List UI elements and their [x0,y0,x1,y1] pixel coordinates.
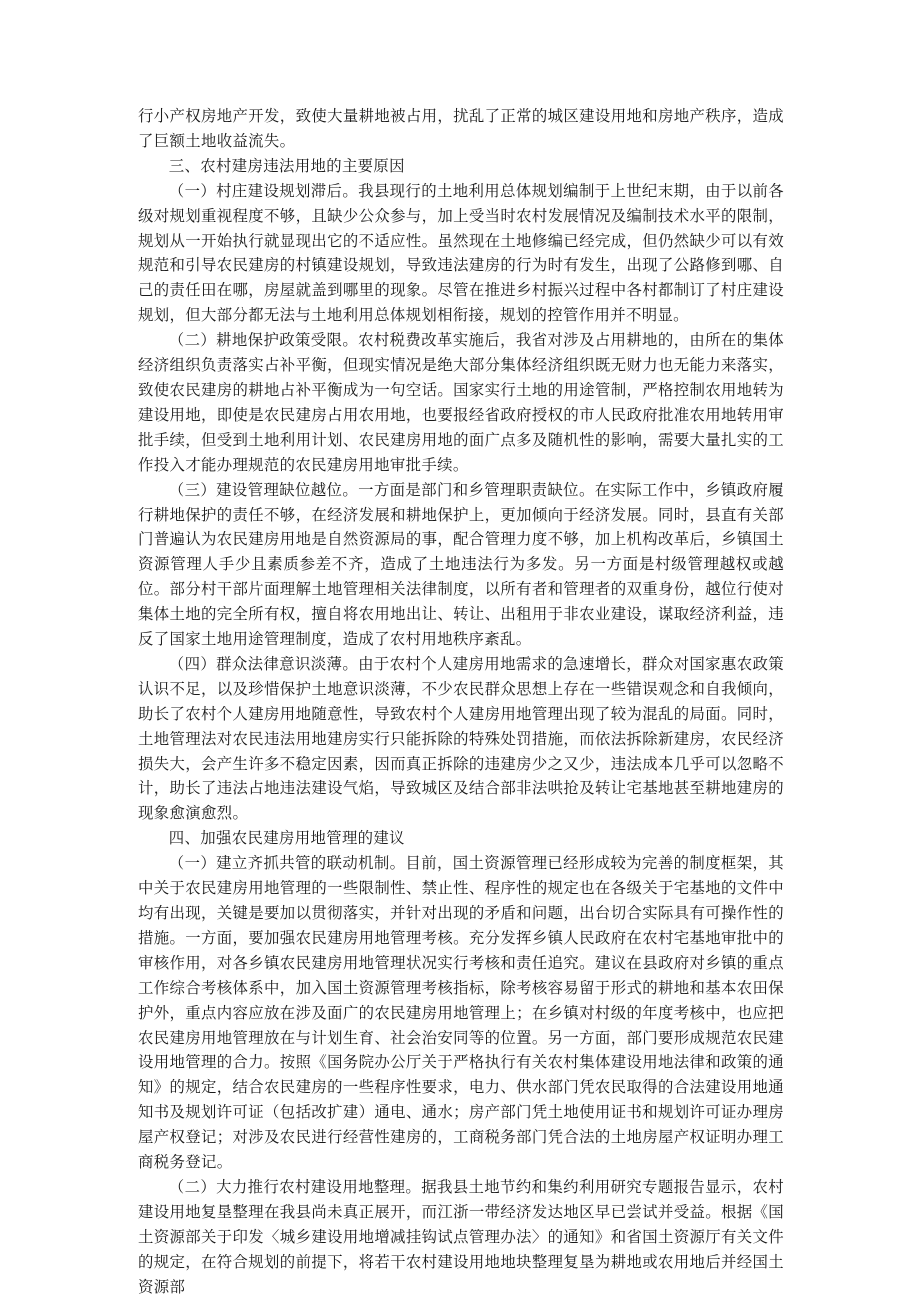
paragraph-4-2: （二）大力推行农村建设用地整理。据我县土地节约和集约利用研究专题报告显示，农村建设用地复垦整理在我县尚未真正展开，而江浙一带经济发达地区早已尝试并受益。根据《国土资源部关于印发〈城乡建设用地增减挂钩试点管理办法〉的通知》和省国土资源厅有关文件的规定，在符合规划的前提下，将若干农村建设用地地块整理复垦为耕地或农用地后并经国土资源部 [138,1177,784,1296]
paragraph-3-3: （三）建设管理缺位越位。一方面是部门和乡管理职责缺位。在实际工作中，乡镇政府履行耕地保护的责任不够，在经济发展和耕地保护上，更加倾向于经济发展。同时，县直有关部门普遍认为农民建房用地是自然资源局的事，配合管理力度不够，加上机构改革后，乡镇国土资源管理人手少且素质参差不齐，造成了土地违法行为多发。另一方面是村级管理越权或越位。部分村干部片面理解土地管理相关法律制度，以所有者和管理者的双重身份，越位行使对集体土地的完全所有权，擅自将农用地出让、转让、出租用于非农业建设，谋取经济利益，违反了国家土地用途管理制度，造成了农村用地秩序紊乱。 [138,480,784,649]
paragraph-3-1: （一）村庄建设规划滞后。我县现行的土地利用总体规划编制于上世纪末期，由于以前各级对规划重视程度不够，且缺少公众参与，加上受当时农村发展情况及编制技术水平的限制，规划从一开始执行就显现出它的不适应性。虽然现在土地修编已经完成，但仍然缺少可以有效规范和引导农民建房的村镇建设规划，导致违法建房的行为时有发生，出现了公路修到哪、自己的责任田在哪，房屋就盖到哪里的现象。尽管在推进乡村振兴过程中各村都制订了村庄建设规划，但大部分都无法与土地利用总体规划相衔接，规划的控管作用并不明显。 [138,181,784,325]
document-page [138,104,784,1300]
section-heading-4: 四、加强农民建房用地管理的建议 [168,829,405,848]
paragraph-4-1: （一）建立齐抓共管的联动机制。目前，国土资源管理已经形成较为完善的制度框架，其中关于农民建房用地管理的一些限制性、禁止性、程序性的规定也在各级关于宅基地的文件中均有出现，关键是要加以贯彻落实，并针对出现的矛盾和问题，出台切合实际具有可操作性的措施。一方面，要加强农民建房用地管理考核。充分发挥乡镇人民政府在农村宅基地审批中的审核作用，对各乡镇农民建房用地管理状况实行考核和责任追究。建议在县政府对乡镇的重点工作综合考核体系中，加入国土资源管理考核指标，除考核容易留于形式的耕地和基本农田保护外，重点内容应放在涉及面广的农民建房用地管理上；在乡镇对村级的年度考核中，也应把农民建房用地管理放在与计划生育、社会治安同等的位置。另一方面，部门要形成规范农民建设用地管理的合力。按照《国务院办公厅关于严格执行有关农村集体建设用地法律和政策的通知》的规定，结合农民建房的一些程序性要求，电力、供水部门凭农民取得的合法建设用地通知书及规划许可证（包括改扩建）通电、通水；房产部门凭土地使用证书和规划许可证办理房屋产权登记；对涉及农民进行经营性建房的，工商税务部门凭合法的土地房屋产权证明办理工商税务登记。 [138,854,784,1172]
paragraph-continuation: 行小产权房地产开发，致使大量耕地被占用，扰乱了正常的城区建设用地和房地产秩序，造成了巨额土地收益流失。 [138,107,784,150]
paragraph-3-4: （四）群众法律意识淡薄。由于农村个人建房用地需求的急速增长，群众对国家惠农政策认识不足，以及珍惜保护土地意识淡薄，不少农民群众思想上存在一些错误观念和自我倾向，助长了农村个人建房用地随意性，导致农村个人建房用地管理出现了较为混乱的局面。同时，土地管理法对农民违法用地建房实行只能拆除的特殊处罚措施，而依法拆除新建房，农民经济损失大，会产生许多不稳定因素，因而真正拆除的违建房少之又少，违法成本几乎可以忽略不计，助长了违法占地违法建设气焰，导致城区及结合部非法哄抢及转让宅基地甚至耕地建房的现象愈演愈烈。 [138,654,784,823]
paragraph-3-2: （二）耕地保护政策受限。农村税费改革实施后，我省对涉及占用耕地的，由所在的集体经济组织负责落实占补平衡，但现实情况是绝大部分集体经济组织既无财力也无能力来落实，致使农民建房的耕地占补平衡成为一句空话。国家实行土地的用途管制，严格控制农用地转为建设用地，即使是农民建房占用农用地，也要报经省政府授权的市人民政府批准农用地转用审批手续，但受到土地利用计划、农民建房用地的面广点多及随机性的影响，需要大量扎实的工作投入才能办理规范的农民建房用地审批手续。 [138,331,784,474]
section-heading-3: 三、农村建房违法用地的主要原因 [168,156,405,175]
